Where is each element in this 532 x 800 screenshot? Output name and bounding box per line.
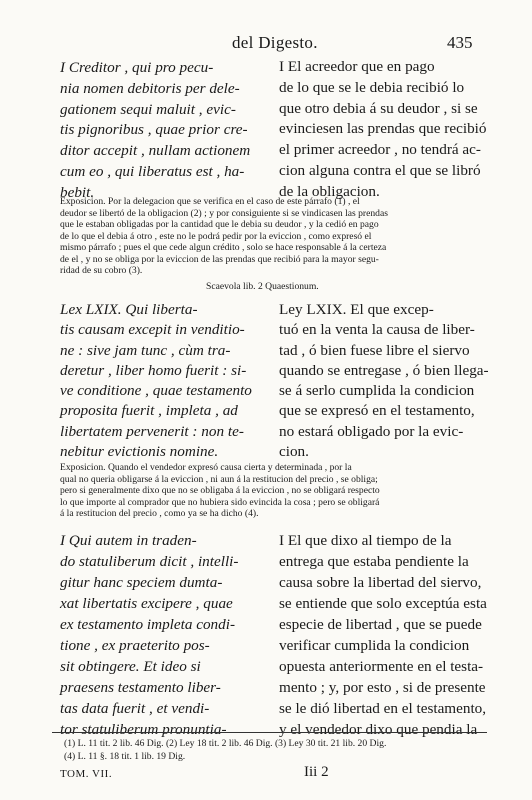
text-line: do statuliberum dicit , intelli- (60, 553, 239, 570)
text-line: no estará obligado por la evic- (279, 422, 464, 440)
text-line: I El acreedor que en pago (279, 58, 435, 75)
text-line: nebitur evictionis nomine. (60, 443, 219, 461)
text-line: opuesta anteriormente en el testa- (279, 658, 484, 675)
text-line: tor statuliberum pronuntia- (60, 721, 227, 738)
section3-latin-column (60, 530, 238, 740)
text-line: pero si generalmente dixo que no se obligaba á la eviccion , no se obligará respecto (60, 485, 380, 496)
text-line: tas data fuerit , et vendi- (60, 700, 210, 717)
text-line: de lo que el debia á otro , este no le podrá pedir por la eviccion , como expresó el (60, 230, 372, 242)
section1-latin-column (60, 58, 250, 204)
text-line: gitur hanc speciem dumta- (60, 574, 223, 591)
text-line: libertatem pervenerit : non te- (60, 422, 244, 440)
text-line: de el , y no se obliga por la eviccion de las prendas que recibió para la mayor segu- (60, 253, 379, 265)
text-line: lo que importe al comprador que no hubiera sido evincida la cosa ; pero se obligará (60, 496, 380, 508)
text-line: de la obligacion. (279, 182, 380, 200)
text-line: sit obtingere. Et ideo si (60, 658, 201, 675)
footnote-line: (1) L. 11 tit. 2 lib. 46 Dig. (2) Ley 18 tit. 2 lib. 46 Dig. (3) Ley 30 tit. 21 lib. 20 Dig. (64, 738, 387, 749)
text-line: I Qui autem in traden- (60, 532, 197, 549)
text-line: Ley LXIX. El que excep- (279, 301, 434, 318)
gathering-mark: Iii 2 (304, 764, 329, 780)
text-line: ditor accepit , nullam actionem (60, 142, 251, 160)
text-line: cum eo , qui liberatus est , ha- (60, 162, 245, 180)
text-line: verificar cumplida la condicion (279, 637, 470, 654)
footnote-line: (4) L. 11 §. 18 tit. 1 lib. 19 Dig. (64, 751, 186, 762)
text-line: mento ; y, por esto , si de presente (279, 679, 486, 696)
text-line: xat libertatis excipere , quae (60, 595, 233, 612)
exposicion-paragraph-2 (60, 462, 380, 520)
text-line: proposita fuerit , impleta , ad (60, 402, 238, 420)
page-number: 435 (447, 33, 473, 52)
text-line: tis pignoribus , quae prior cre- (60, 121, 248, 139)
text-line: especie de libertad , que se puede (279, 616, 482, 633)
footnotes (64, 737, 386, 763)
section1-spanish-column (279, 57, 486, 203)
source-citation: Scaevola lib. 2 Quaestionum. (206, 281, 319, 292)
text-line: I El que dixo al tiempo de la (279, 532, 452, 549)
section3-spanish-column (279, 530, 487, 740)
text-line: deudor se libertó de la obligacion (2) ; y por consiguiente si se vindicasen las prendas (60, 207, 388, 219)
text-line: tis causam excepit in venditio- (60, 321, 245, 339)
signature-mark: TOM. VII. (60, 768, 113, 780)
text-line: bebit. (60, 183, 95, 201)
text-line: qual no queria obligarse á la eviccion , ni aun á la restitucion del precio , se obliga; (60, 473, 378, 485)
text-line: el primer acreedor , no tendrá ac- (279, 141, 481, 159)
text-line: deretur , liber homo fuerit : si- (60, 361, 247, 379)
text-line: Exposicion. Por la delegacion que se verifica en el caso de este párrafo (1) , el (60, 196, 360, 207)
text-line: ex testamento impleta condi- (60, 616, 236, 633)
footnote-divider (52, 732, 487, 733)
text-line: que se expresó en el testamento, (279, 402, 475, 420)
text-line: tuó en la venta la causa de liber- (279, 321, 475, 339)
text-line: cion. (279, 443, 309, 461)
text-line: quando se entregase , ó bien llega- (279, 361, 489, 379)
section2-spanish-column (279, 300, 489, 462)
text-line: ve conditione , quae testamento (60, 382, 252, 400)
text-line: cion alguna contra el que se libró (279, 161, 481, 179)
text-line: causa sobre la libertad del siervo, (279, 574, 482, 591)
section2-latin-column (60, 300, 252, 462)
text-line: evinciesen las prendas que recibió (279, 120, 487, 138)
text-line: praesens testamento liber- (60, 679, 221, 696)
text-line: tad , ó bien fuese libre el siervo (279, 341, 470, 359)
text-line: se le dió libertad en el testamento, (279, 700, 487, 717)
text-line: Exposicion. Quando el vendedor expresó causa cierta y determinada , por la (60, 462, 352, 473)
text-line: Lex LXIX. Qui liberta- (60, 301, 198, 318)
exposicion-paragraph-1 (60, 196, 388, 277)
text-line: á la restitucion del precio , como ya se ha dicho (4). (60, 508, 259, 519)
text-line: ridad de su cobro (3). (60, 265, 143, 276)
text-line: que le estaban obligadas por la cantidad que le debia su deudor , y la cedió en pago (60, 219, 379, 230)
text-line: I Creditor , qui pro pecu- (60, 59, 214, 76)
text-line: tione , ex praeterito pos- (60, 637, 210, 654)
text-line: ne : sive jam tunc , cùm tra- (60, 341, 231, 359)
text-line: que otro debia á su deudor , si se (279, 99, 478, 117)
text-line: se entiende que solo exceptúa esta (279, 595, 487, 612)
text-line: y el vendedor dixo que pendia la (279, 721, 478, 738)
text-line: de lo que se le debia recibió lo (279, 78, 465, 96)
text-line: se á serlo cumplida la condicion (279, 382, 475, 400)
running-header: del Digesto. (232, 33, 318, 52)
text-line: nia nomen debitoris per dele- (60, 79, 240, 97)
text-line: gationem sequi maluit , evic- (60, 100, 236, 118)
text-line: entrega que estaba pendiente la (279, 553, 469, 570)
text-line: mismo párrafo ; pues el que cede algun crédito , solo se hace responsable á la certeza (60, 242, 387, 253)
